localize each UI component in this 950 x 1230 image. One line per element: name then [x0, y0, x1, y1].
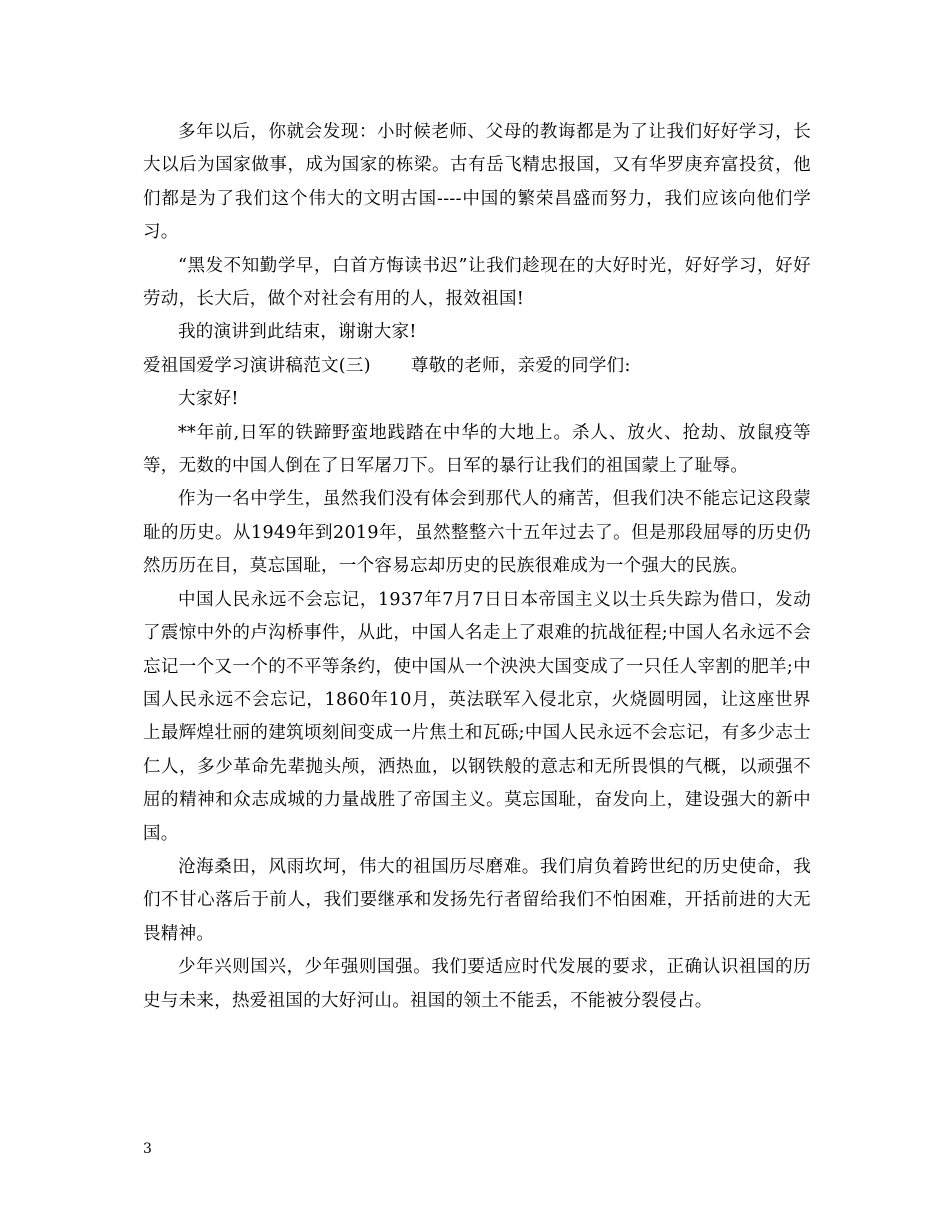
paragraph: 作为一名中学生，虽然我们没有体会到那代人的痛苦，但我们决不能忘记这段蒙耻的历史。从1949年到2019年，虽然整整六十五年过去了。但是那段屈辱的历史仍然历历在目，莫忘国耻，一个容易忘却历史的民族很难成为一个强大的民族。	[143, 489, 811, 577]
salutation: 尊敬的老师，亲爱的同学们:	[410, 355, 631, 376]
section-title: 爱祖国爱学习演讲稿范文(三)	[143, 355, 371, 376]
document-body	[143, 116, 811, 1018]
paragraph: **年前,日军的铁蹄野蛮地践踏在中华的大地上。杀人、放火、抢劫、放鼠疫等等，无数的中国人倒在了日军屠刀下。日军的暴行让我们的祖国蒙上了耻辱。	[143, 422, 811, 477]
section-heading-line	[143, 350, 811, 383]
paragraph: 中国人民永远不会忘记，1937年7月7日日本帝国主义以士兵失踪为借口，发动了震惊中外的卢沟桥事件，从此，中国人名走上了艰难的抗战征程;中国人名永远不会忘记一个又一个的不平等条约，使中国从一个泱泱大国变成了一只任人宰割的肥羊;中国人民永远不会忘记，1860年10月，英法联军入侵北京，火烧圆明园，让这座世界上最辉煌壮丽的建筑顷刻间变成一片焦土和瓦砾;中国人民永远不会忘记，有多少志士仁人，多少革命先辈抛头颅，洒热血，以钢铁般的意志和无所畏惧的气概，以顽强不屈的精神和众志成城的力量战胜了帝国主义。莫忘国耻，奋发向上，建设强大的新中国。	[143, 589, 811, 844]
paragraph: “黑发不知勤学早，白首方悔读书迟”让我们趁现在的大好时光，好好学习，好好劳动，长大后，做个对社会有用的人，报效祖国!	[143, 255, 811, 310]
paragraph: 少年兴则国兴，少年强则国强。我们要适应时代发展的要求，正确认识祖国的历史与未来，热爱祖国的大好河山。祖国的领土不能丢，不能被分裂侵占。	[143, 957, 811, 1011]
greeting: 大家好!	[178, 389, 239, 410]
paragraph: 多年以后，你就会发现：小时候老师、父母的教诲都是为了让我们好好学习，长大以后为国家做事，成为国家的栋梁。古有岳飞精忠报国，又有华罗庚弃富投贫，他们都是为了我们这个伟大的文明古国----中国的繁荣昌盛而努力，我们应该向他们学习。	[143, 122, 811, 243]
page-number: 3	[143, 1141, 152, 1157]
paragraph: 我的演讲到此结束，谢谢大家!	[178, 322, 417, 343]
paragraph: 沧海桑田，风雨坎坷，伟大的祖国历尽磨难。我们肩负着跨世纪的历史使命，我们不甘心落后于前人，我们要继承和发扬先行者留给我们不怕困难，开括前进的大无畏精神。	[143, 856, 811, 944]
